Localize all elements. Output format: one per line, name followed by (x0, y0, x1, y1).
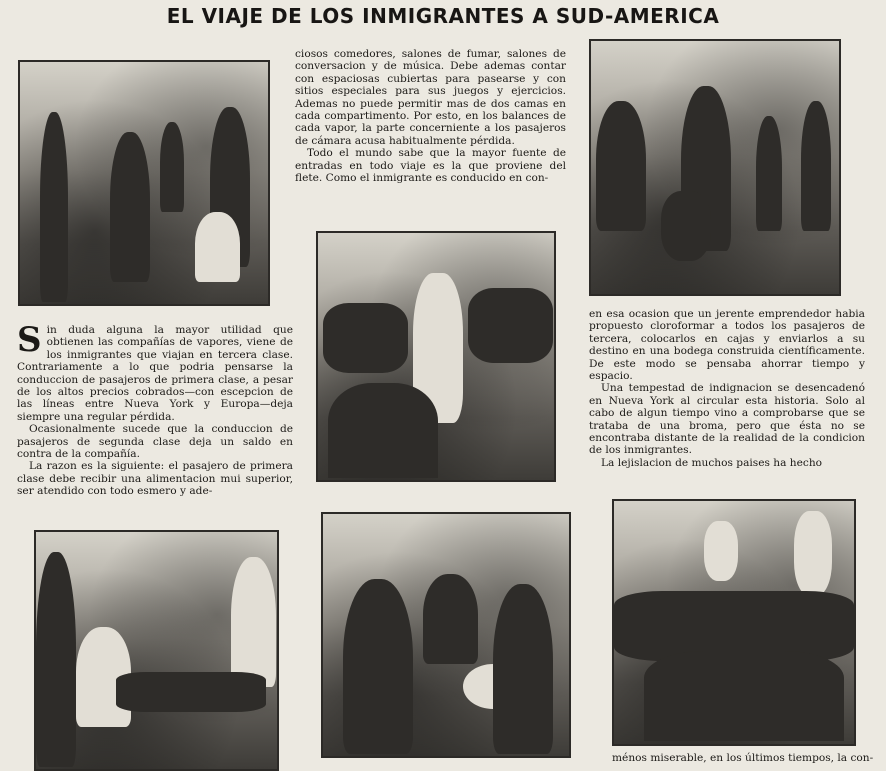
paragraph: Todo el mundo sabe que la mayor fuente de entradas en todo viaje es la que proviene del flete. Como el inmigrante es conducido en con- (295, 147, 566, 185)
photo-crowd-on-deck (321, 512, 571, 758)
article-column-bottom-fragment (612, 752, 886, 764)
photo-deck-passengers (18, 60, 270, 306)
page-title: EL VIAJE DE LOS INMIGRANTES A SUD-AMERICA (166, 4, 720, 28)
article-column-right (589, 308, 865, 469)
paragraph: Ocasionalmente sucede que la conduccion de pasajeros de segunda clase deja un saldo en contra de la compañía. (17, 423, 293, 461)
paragraph: ciosos comedores, salones de fumar, salones de conversacion y de música. Debe ademas contar con espaciosas cubiertas para pasearse y con sitios especiales para sus juegos y ejercicios. Ademas no puede permitir mas de dos camas en cada compartimento. Por esto, en los balances de cada vapor, la parte concerniente a los pasajeros de cámara acusa habitualmente pérdida. (295, 48, 566, 147)
drop-cap: S (17, 320, 42, 360)
paragraph: La razon es la siguiente: el pasajero de primera clase debe recibir una alimentacion mui superior, ser atendido con todo esmero y ade- (17, 460, 293, 498)
photo-cooking-pots (34, 530, 279, 771)
photo-passengers-eating (612, 499, 856, 746)
article-column-left (17, 320, 293, 498)
photo-woman-on-deck (316, 231, 556, 482)
paragraph: Sin duda alguna la mayor utilidad que obtienen las compañías de vapores, viene de los inmigrantes que viajan en tercera clase. Contrariamente a lo que podria pensarse la conduccion de pasajeros de primera clase, a pesar de los altos precios cobrados—con escepcion de las líneas entre Nueva York y Europa—deja siempre una regular pérdida. (17, 320, 293, 423)
photo-boarding-stairs (589, 39, 841, 296)
article-column-middle (295, 48, 566, 184)
paragraph: La lejislacion de muchos paises ha hecho (601, 456, 823, 469)
paragraph: en esa ocasion que un jerente emprendedor habia propuesto cloroformar a todos los pasajeros de tercera, colocarlos en cajas y enviarlos a su destino en una bodega construida científicamente. De este modo se pensaba ahorrar tiempo y espacio. (589, 308, 865, 383)
paragraph: Una tempestad de indignacion se desencadenó en Nueva York al circular esta historia. Solo al cabo de algun tiempo vino a comprobarse que se trataba de una broma, pero que ésta no se encontraba distante de la realidad de la condicion de los inmigrantes. (589, 382, 865, 457)
paragraph: ménos miserable, en los últimos tiempos, la con- (612, 752, 874, 764)
